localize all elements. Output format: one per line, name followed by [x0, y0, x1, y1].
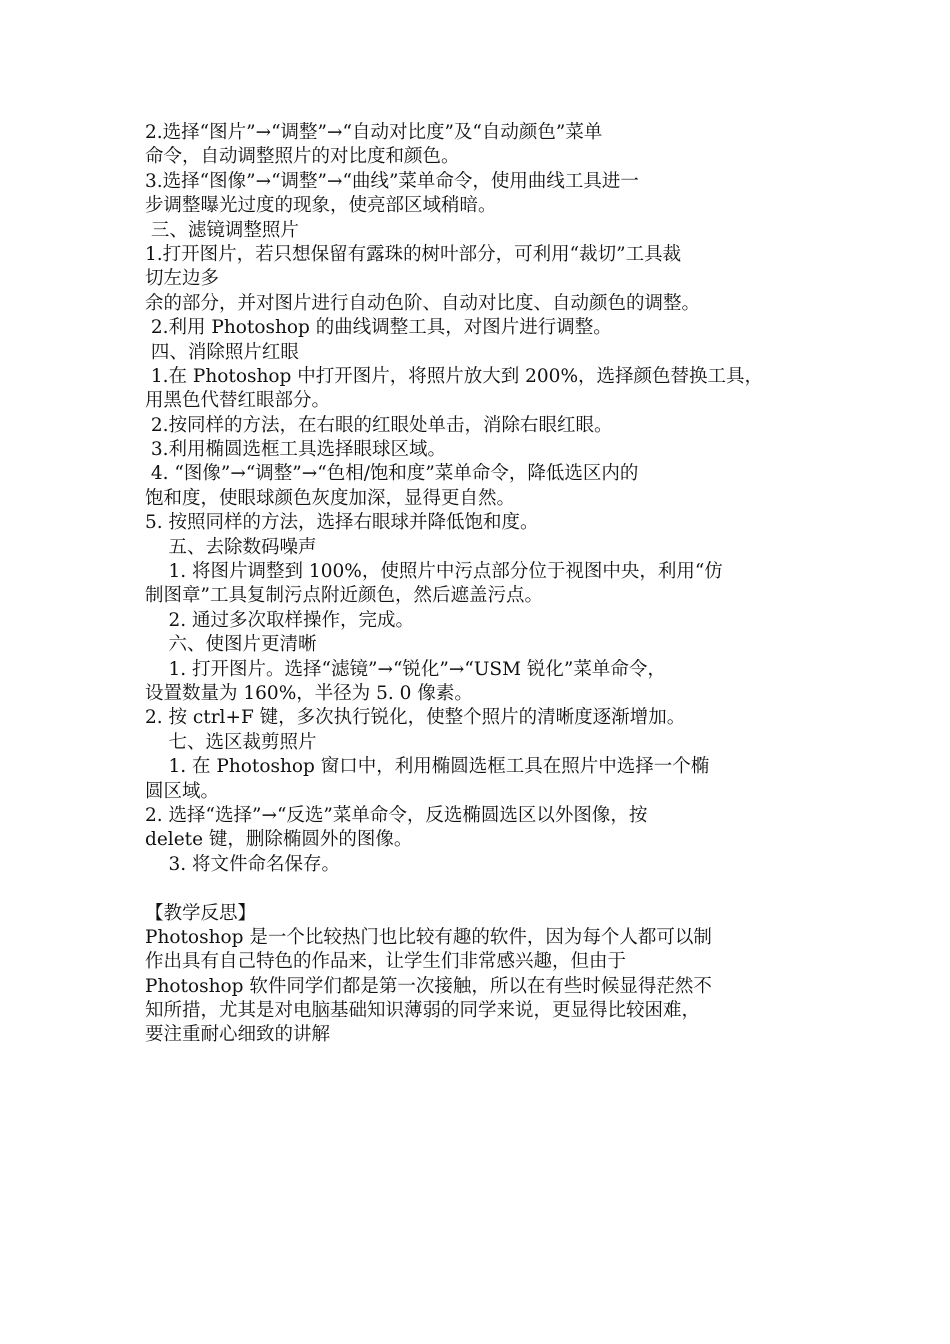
- document-body: [145, 121, 825, 1048]
- text-line: 5. 按照同样的方法，选择右眼球并降低饱和度。: [145, 512, 539, 534]
- text-line: 4. “图像”→“调整”→“色相/饱和度”菜单命令，降低选区内的: [145, 463, 639, 485]
- text-line: 设置数量为 160%，半径为 5. 0 像素。: [145, 682, 473, 704]
- text-line: 1. 在 Photoshop 窗口中，利用椭圆选框工具在照片中选择一个椭: [145, 756, 710, 778]
- section-heading: 三、滤镜调整照片: [145, 219, 299, 241]
- section-heading: 六、使图片更清晰: [145, 634, 317, 656]
- text-line: 圆区域。: [145, 780, 220, 802]
- section-heading: 【教学反思】: [145, 902, 257, 924]
- text-line: 作出具有自己特色的作品来，让学生们非常感兴趣，但由于: [145, 951, 627, 973]
- text-line: 2. 按 ctrl+F 键，多次执行锐化，使整个照片的清晰度逐渐增加。: [145, 707, 686, 729]
- section-heading: 七、选区裁剪照片: [145, 731, 317, 753]
- text-line: 3.选择“图像”→“调整”→“曲线”菜单命令，使用曲线工具进一: [145, 170, 639, 192]
- text-line: 1. 打开图片。选择“滤镜”→“锐化”→“USM 锐化”菜单命令，: [145, 658, 666, 680]
- text-line: 2. 选择“选择”→“反选”菜单命令，反选椭圆选区以外图像，按: [145, 804, 648, 826]
- text-line: 知所措，尤其是对电脑基础知识薄弱的同学来说，更显得比较困难，: [145, 1000, 701, 1022]
- text-line: 用黑色代替红眼部分。: [145, 390, 331, 412]
- text-line: Photoshop 软件同学们都是第一次接触，所以在有些时候显得茫然不: [145, 975, 712, 997]
- text-line: 制图章”工具复制污点附近颜色，然后遮盖污点。: [145, 585, 543, 607]
- text-line: 步调整曝光过度的现象，使亮部区域稍暗。: [145, 195, 497, 217]
- text-line: delete 键，删除椭圆外的图像。: [145, 829, 413, 851]
- section-heading: 五、去除数码噪声: [145, 536, 317, 558]
- text-line: 1.打开图片，若只想保留有露珠的树叶部分，可利用“裁切”工具裁: [145, 243, 682, 265]
- text-line: 要注重耐心细致的讲解: [145, 1024, 331, 1046]
- text-line: 3. 将文件命名保存。: [145, 853, 341, 875]
- blank-line: [145, 877, 825, 901]
- text-line: 2.选择“图片”→“调整”→“自动对比度”及“自动颜色”菜单: [145, 122, 603, 143]
- text-line: 2.按同样的方法，在右眼的红眼处单击，消除右眼红眼。: [145, 414, 613, 436]
- text-line: 命令，自动调整照片的对比度和颜色。: [145, 146, 460, 168]
- text-line: 2.利用 Photoshop 的曲线调整工具，对图片进行调整。: [145, 317, 612, 339]
- text-line: Photoshop 是一个比较热门也比较有趣的软件，因为每个人都可以制: [145, 926, 712, 948]
- text-line: 2. 通过多次取样操作，完成。: [145, 609, 415, 631]
- text-line: 1. 将图片调整到 100%，使照片中污点部分位于视图中央，利用“仿: [145, 561, 723, 583]
- text-line: 3.利用椭圆选框工具选择眼球区域。: [145, 439, 447, 461]
- section-heading: 四、消除照片红眼: [145, 341, 299, 363]
- text-line: 余的部分，并对图片进行自动色阶、自动对比度、自动颜色的调整。: [145, 292, 701, 314]
- text-line: 切左边多: [145, 268, 220, 290]
- text-line: 1.在 Photoshop 中打开图片，将照片放大到 200%，选择颜色替换工具，: [145, 365, 764, 387]
- text-line: 饱和度，使眼球颜色灰度加深，显得更自然。: [145, 487, 516, 509]
